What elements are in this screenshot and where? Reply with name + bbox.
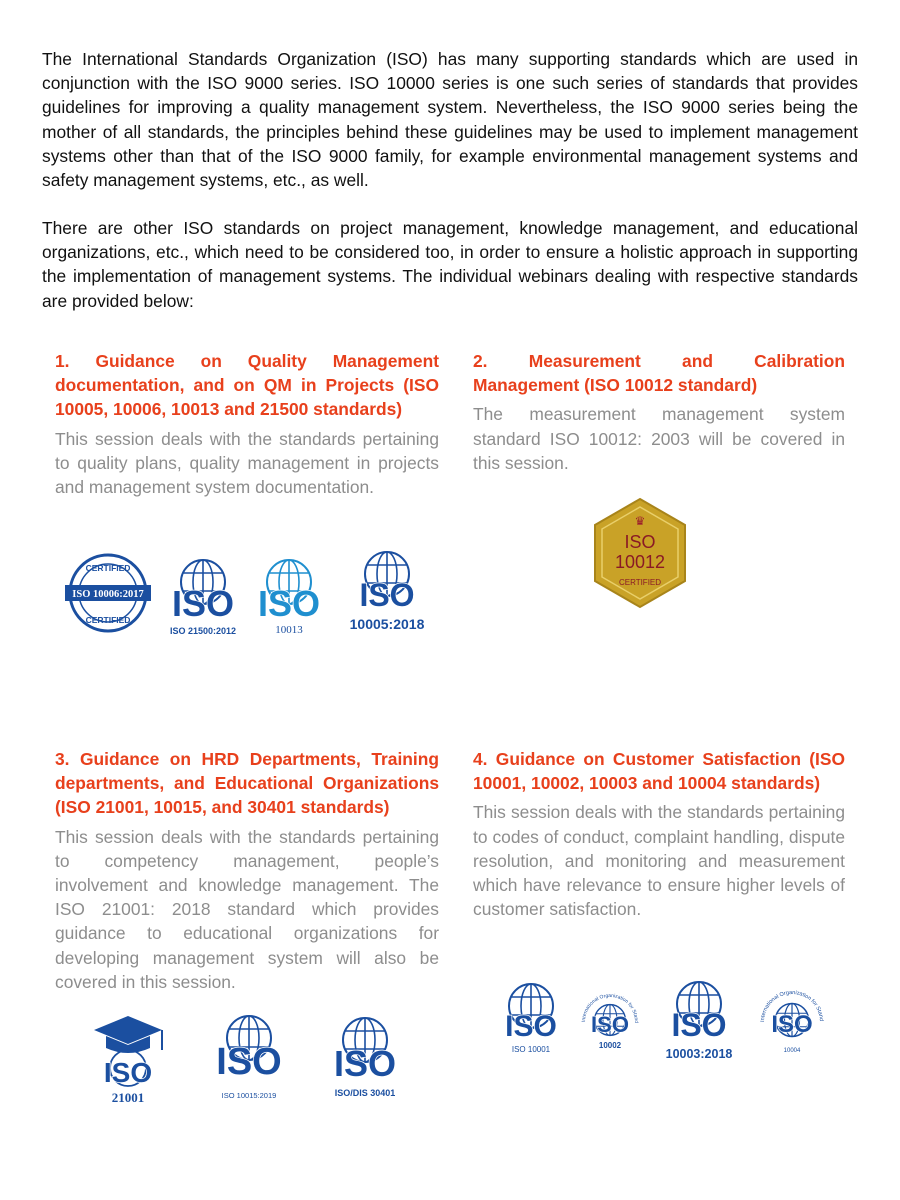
section-description: This session deals with the standards pertaining to quality plans, quality management in projects and management system documentation. xyxy=(55,428,439,498)
iso-10012-certified-badge xyxy=(590,497,690,609)
section-title: 2. Measurement and Calibration Management (ISO 10012 standard) xyxy=(473,351,845,396)
iso-10004-logo xyxy=(754,974,828,1058)
section-description: This session deals with the standards pertaining to codes of conduct, complaint handling, dispute resolution, and monitoring and measurement which have relevance to ensure higher levels of customer satisfaction. xyxy=(473,802,845,920)
svg-text:ISO: ISO xyxy=(171,583,235,624)
svg-text:ISO: ISO xyxy=(505,1010,557,1043)
iso-10015-logo xyxy=(207,1012,291,1104)
svg-text:ISO: ISO xyxy=(216,1041,282,1083)
svg-text:ISO/DIS 30401: ISO/DIS 30401 xyxy=(334,1088,396,1098)
svg-text:ISO: ISO xyxy=(591,1012,629,1037)
svg-text:ISO: ISO xyxy=(103,1057,153,1088)
iso-21001-logo xyxy=(88,1010,168,1108)
iso-10005-logo xyxy=(336,548,438,634)
section-measurement-calibration xyxy=(473,349,845,475)
intro-paragraph-1: The International Standards Organization (ISO) has many supporting standards which are used in conjunction with the ISO 9000 series. ISO 10000 series is one such series of standards that provides guidelines for improving a quality management system. Nevertheless, the ISO 9000 series being the mother of all standards, the principles behind these guidelines may be used to implement management systems other than that of the ISO 9000 family, for example environmental management systems and safety management systems, etc., as well. xyxy=(42,49,858,191)
svg-text:10012: 10012 xyxy=(614,552,666,572)
svg-text:CERTIFIED: CERTIFIED xyxy=(85,615,131,625)
iso-30401-logo xyxy=(325,1014,405,1102)
svg-text:ISO: ISO xyxy=(624,532,656,552)
svg-text:ISO: ISO xyxy=(771,1011,813,1038)
svg-text:International Organization for: International Organization for Standardization xyxy=(575,978,640,1024)
section-hrd-training xyxy=(55,747,439,994)
svg-text:10002: 10002 xyxy=(598,1041,622,1050)
section-description: This session deals with the standards pertaining to competency management, people’s involvement and knowledge management. The ISO 21001: 2018 standard which provides guidance to educational organizations for developing management system will also be covered in this session. xyxy=(55,826,439,992)
section-quality-management xyxy=(55,349,439,499)
iso-21500-logo xyxy=(160,556,246,638)
svg-text:CERTIFIED: CERTIFIED xyxy=(618,578,662,587)
svg-text:International Organization for: International Organization for Standardization xyxy=(754,974,825,1023)
svg-text:ISO: ISO xyxy=(359,577,415,613)
intro-paragraph-2: There are other ISO standards on project management, knowledge management, and educational organizations, etc., which need to be considered too, in order to ensure a holistic approach in supporting the implementation of management systems. The individual webinars dealing with respective standards are provided below: xyxy=(42,218,858,311)
svg-text:ISO 10015:2019: ISO 10015:2019 xyxy=(221,1091,277,1100)
svg-text:ISO: ISO xyxy=(257,583,321,624)
iso-10006-certified-seal xyxy=(63,553,153,633)
svg-text:10005:2018: 10005:2018 xyxy=(349,616,425,632)
svg-text:10003:2018: 10003:2018 xyxy=(665,1047,733,1061)
iso-10002-logo xyxy=(575,978,643,1056)
section-description: The measurement management system standard ISO 10012: 2003 will be covered in this session. xyxy=(473,404,845,473)
svg-text:♛: ♛ xyxy=(634,514,646,528)
iso-10001-logo xyxy=(497,982,565,1058)
svg-text:ISO: ISO xyxy=(333,1043,397,1084)
iso-10003-logo xyxy=(655,978,743,1064)
iso-10013-logo xyxy=(250,556,328,638)
section-title: 4. Guidance on Customer Satisfaction (ISO 10001, 10002, 10003 and 10004 standards) xyxy=(473,749,845,794)
svg-text:CERTIFIED: CERTIFIED xyxy=(85,563,131,573)
section-title: 1. Guidance on Quality Management documentation, and on QM in Projects (ISO 10005, 10006, 10013 and 21500 standards) xyxy=(55,351,439,420)
svg-text:10004: 10004 xyxy=(783,1048,801,1054)
svg-text:ISO 10001: ISO 10001 xyxy=(511,1045,551,1054)
svg-text:10013: 10013 xyxy=(275,624,303,636)
svg-text:21001: 21001 xyxy=(111,1090,145,1105)
section-customer-satisfaction xyxy=(473,747,845,921)
section-title: 3. Guidance on HRD Departments, Training departments, and Educational Organizations (ISO 21001, 10015, and 30401 standards) xyxy=(55,749,439,818)
svg-text:ISO 21500:2012: ISO 21500:2012 xyxy=(169,626,237,636)
svg-text:ISO: ISO xyxy=(671,1007,727,1043)
svg-text:ISO 10006:2017: ISO 10006:2017 xyxy=(72,589,144,600)
